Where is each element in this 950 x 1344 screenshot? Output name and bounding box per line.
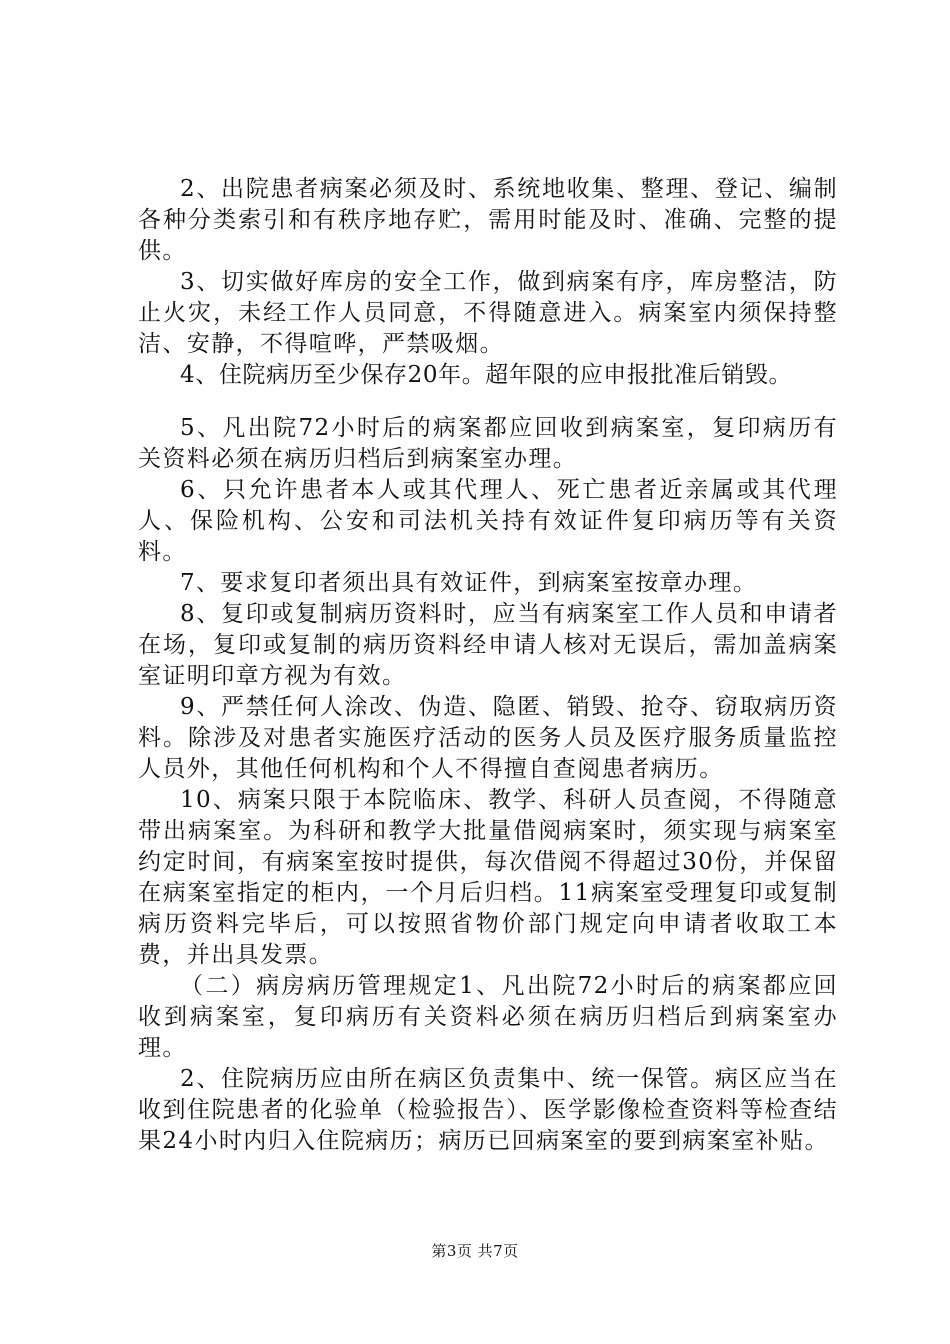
document-body xyxy=(138,174,838,1157)
paragraph-8: 8、复印或复制病历资料时，应当有病案室工作人员和申请者在场，复印或复制的病历资料经申请人核对无误后，需加盖病案室证明印章方视为有效。 xyxy=(138,601,838,689)
paragraph-3: 3、切实做好库房的安全工作，做到病案有序，库房整洁，防止火灾，未经工作人员同意，不得随意进入。病案室内须保持整洁、安静，不得喧哗，严禁吸烟。 xyxy=(138,269,838,357)
paragraph-ward-rules: （二）病房病历管理规定1、凡出院72小时后的病案都应回收到病案室，复印病历有关资料必须在病历归档后到病案室办理。 xyxy=(138,973,838,1061)
paragraph-10: 10、病案只限于本院临床、教学、科研人员查阅，不得随意带出病案室。为科研和教学大批量借阅病案时，须实现与病案室约定时间，有病案室按时提供，每次借阅不得超过30份，并保留在病案室指定的柜内，一个月后归档。11病案室受理复印或复制病历资料完毕后，可以按照省物价部门规定向申请者收取工本费，并出具发票。 xyxy=(138,787,838,968)
paragraph-7: 7、要求复印者须出具有效证件，到病案室按章办理。 xyxy=(180,570,758,596)
paragraph-6: 6、只允许患者本人或其代理人、死亡患者近亲属或其代理人、保险机构、公安和司法机关持有效证件复印病历等有关资料。 xyxy=(138,477,838,565)
paragraph-2: 2、出院患者病案必须及时、系统地收集、整理、登记、编制各种分类索引和有秩序地存贮，需用时能及时、准确、完整的提供。 xyxy=(138,176,838,264)
paragraph-ward-2: 2、住院病历应由所在病区负责集中、统一保管。病区应当在收到住院患者的化验单（检验报告）、医学影像检查资料等检查结果24小时内归入住院病历；病历已回病案室的要到病案室补贴。 xyxy=(138,1066,838,1154)
paragraph-5: 5、凡出院72小时后的病案都应回收到病案室，复印病历有关资料必须在病历归档后到病案室办理。 xyxy=(138,415,838,472)
paragraph-4: 4、住院病历至少保存20年。超年限的应申报批准后销毁。 xyxy=(180,362,793,388)
paragraph-gap xyxy=(138,391,838,413)
paragraph-9: 9、严禁任何人涂改、伪造、隐匿、销毁、抢夺、窃取病历资料。除涉及对患者实施医疗活动的医务人员及医疗服务质量监控人员外，其他任何机构和个人不得擅自查阅患者病历。 xyxy=(138,694,838,782)
page-number-footer: 第3页 共7页 xyxy=(431,1242,519,1260)
